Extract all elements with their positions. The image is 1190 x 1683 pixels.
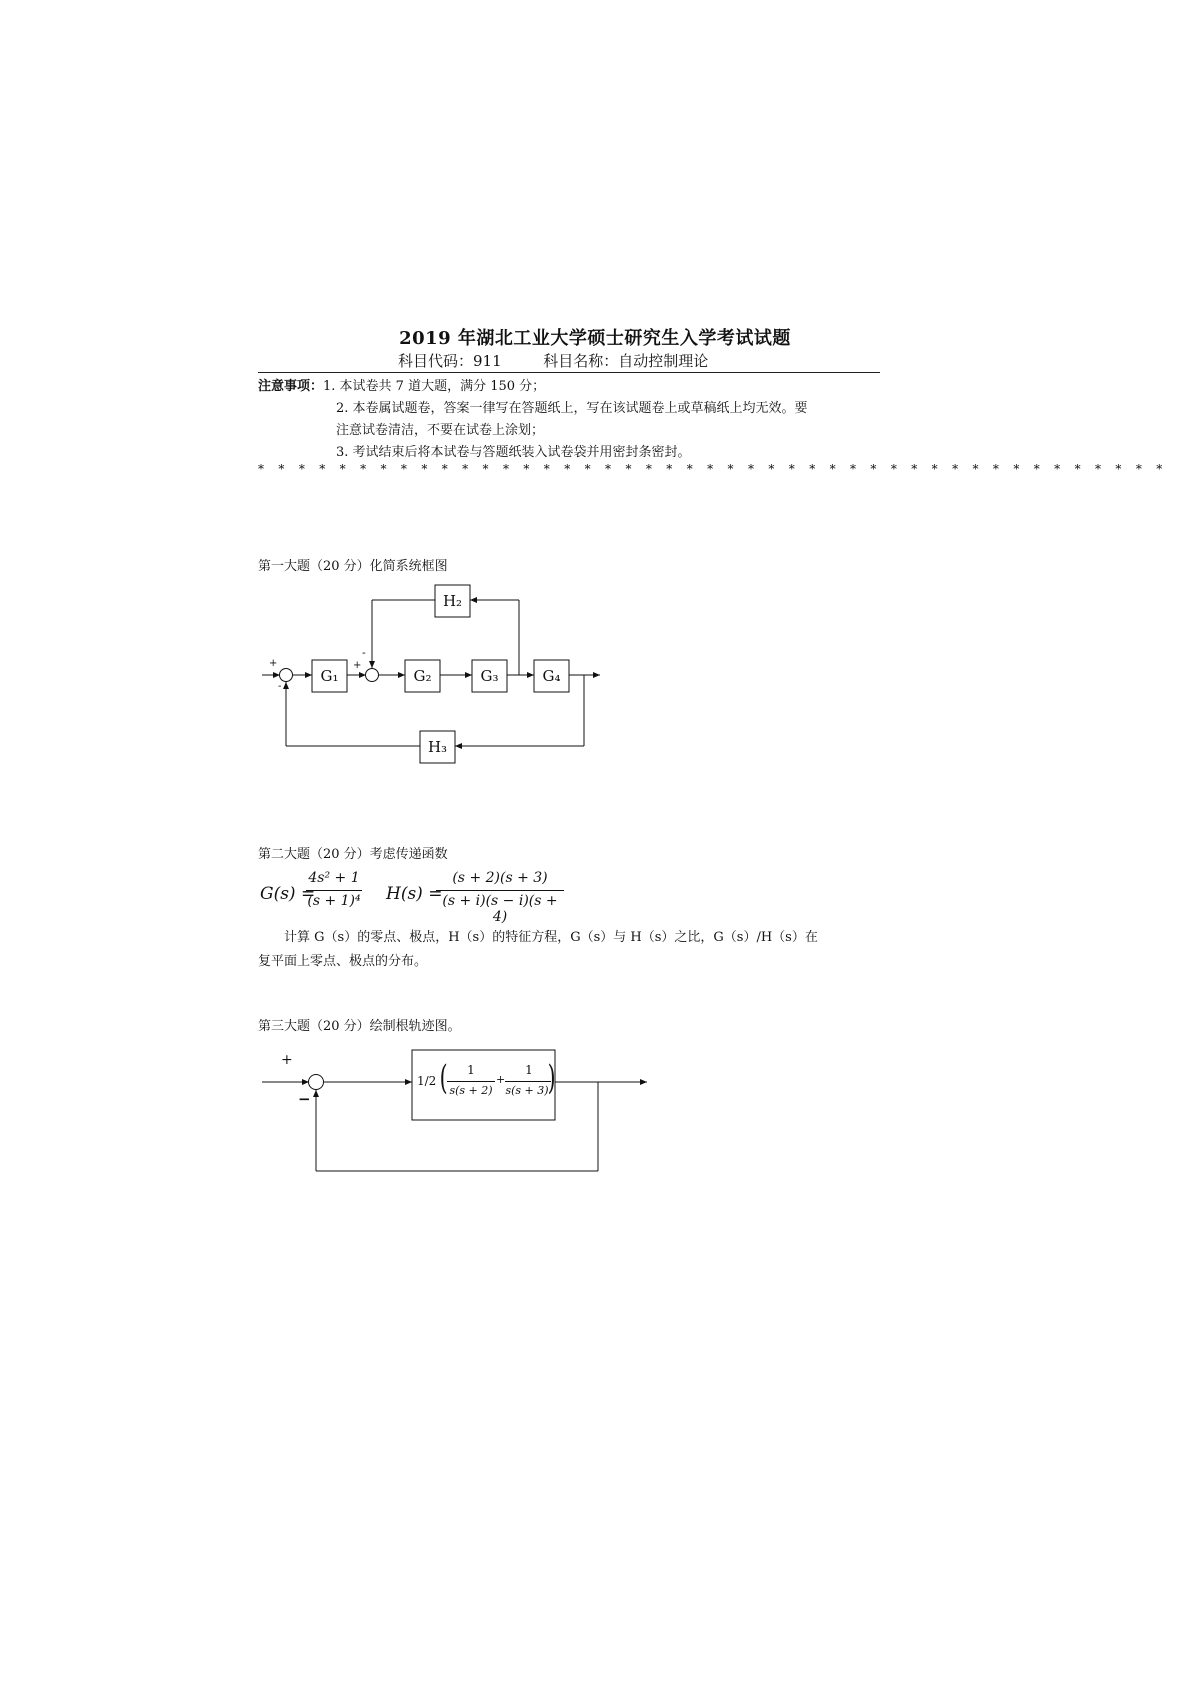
h-denominator: (s + i)(s − i)(s + 4) [442,893,558,925]
h-numerator: (s + 2)(s + 3) [452,870,548,886]
q3-close-paren: ) [547,1058,556,1098]
h-lhs: H(s) = [386,884,443,904]
g-fraction-bar [306,890,362,891]
sign-minus-1: - [278,681,282,692]
q3-summing-junction [309,1075,324,1090]
q3-plus-term: + [496,1073,506,1086]
notice-label: 注意事项： [258,379,324,394]
g3-label: G₃ [480,667,499,685]
g1-label: G₁ [320,667,339,685]
subject-name: 科目名称：自动控制理论 [543,352,709,370]
g-numerator: 4s² + 1 [308,870,360,886]
q3-frac1-den: s(s + 2) [449,1084,493,1097]
q3-sign-plus: + [281,1052,293,1068]
q2-text-line1: 计算 G（s）的零点、极点，H（s）的特征方程，G（s）与 H（s）之比，G（s）/H（s）在 [284,930,818,945]
summing-junction-1 [280,669,293,682]
g-denominator: (s + 1)⁴ [307,893,361,909]
h-fraction-bar [436,890,564,891]
notice-item-1: 1. 本试卷共 7 道大题，满分 150 分； [323,379,546,394]
g2-label: G₂ [413,667,432,685]
subject-code: 科目代码：911 [398,352,502,370]
q3-title: 第三大题（20 分）绘制根轨迹图。 [258,1019,461,1034]
sign-plus-1: + [269,658,278,669]
sign-plus-2: + [353,660,362,671]
h3-label: H₃ [427,738,448,756]
sign-minus-2: - [362,646,366,659]
q3-frac1-num: 1 [467,1063,475,1077]
q2-title: 第二大题（20 分）考虑传递函数 [258,847,448,862]
q3-frac2-bar [505,1081,551,1082]
notice-item-2-cont: 注意试卷清洁，不要在试卷上涂划； [336,423,545,438]
g4-label: G₄ [542,667,561,685]
q3-open-paren: ( [439,1058,448,1098]
g-lhs: G(s) = [260,884,316,904]
star-separator: * * * * * * * * * * * * * * * * * * * * * * * * * * * * * * * * * * * * * * * * * * * * * [258,462,1168,476]
notice-item-2: 2. 本卷属试题卷，答案一律写在答题纸上，写在该试题卷上或草稿纸上均无效。要 [336,401,808,416]
q2-body [258,926,878,974]
q3-half: 1/2 [417,1074,437,1088]
q3-frac1-bar [447,1081,495,1082]
exam-title: 2019 年湖北工业大学硕士研究生入学考试试题 [399,328,791,349]
summing-junction-2 [366,669,379,682]
q3-frac2-num: 1 [525,1063,533,1077]
q3-frac2-den: s(s + 3) [505,1084,549,1097]
q1-title: 第一大题（20 分）化简系统框图 [258,559,448,574]
q2-text-line2: 复平面上零点、极点的分布。 [258,954,428,969]
q3-sign-minus: − [298,1090,311,1108]
h2-label: H₂ [442,592,463,610]
notice-item-3: 3. 考试结束后将本试卷与答题纸装入试卷袋并用密封条密封。 [336,445,691,460]
